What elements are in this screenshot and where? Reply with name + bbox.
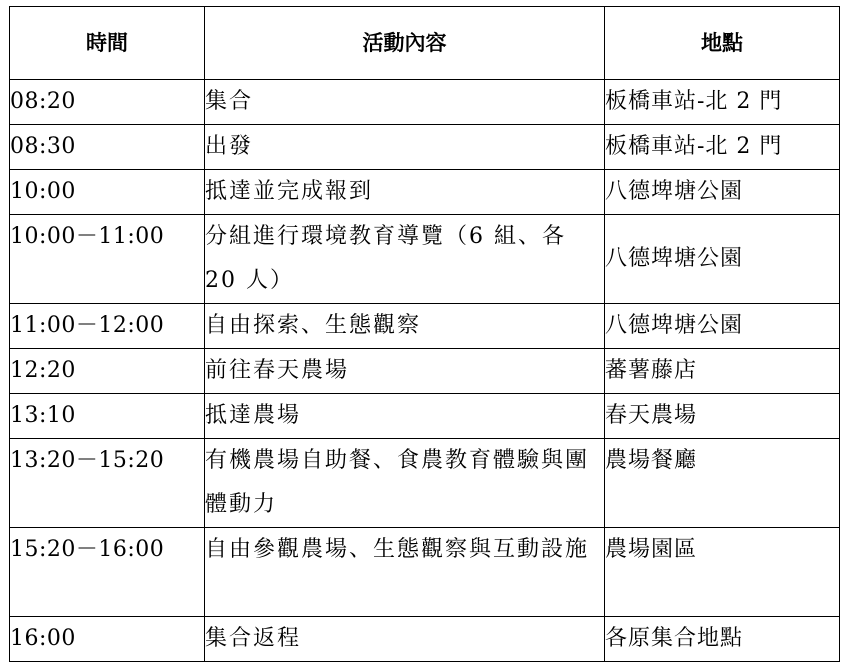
location-cell: 板橋車站-北 2 門 xyxy=(605,80,840,125)
location-cell: 農場餐廳 xyxy=(605,439,840,528)
time-cell: 08:30 xyxy=(10,125,205,170)
activity-cell: 集合 xyxy=(205,80,605,125)
activity-cell: 自由探索、生態觀察 xyxy=(205,304,605,349)
schedule-table xyxy=(9,6,840,662)
table-row xyxy=(10,617,840,662)
location-cell: 蕃薯藤店 xyxy=(605,349,840,394)
time-cell: 13:20－15:20 xyxy=(10,439,205,528)
time-cell: 15:20－16:00 xyxy=(10,528,205,617)
table-row xyxy=(10,125,840,170)
table-row xyxy=(10,215,840,304)
table-row xyxy=(10,304,840,349)
activity-cell: 分組進行環境教育導覽（6 組、各 20 人） xyxy=(205,215,605,304)
table-row xyxy=(10,528,840,617)
header-location: 地點 xyxy=(605,7,840,80)
table-row xyxy=(10,170,840,215)
activity-cell: 有機農場自助餐、食農教育體驗與團體動力 xyxy=(205,439,605,528)
location-cell: 板橋車站-北 2 門 xyxy=(605,125,840,170)
header-row xyxy=(10,7,840,80)
time-cell: 13:10 xyxy=(10,394,205,439)
header-activity: 活動內容 xyxy=(205,7,605,80)
time-cell: 16:00 xyxy=(10,617,205,662)
time-cell: 10:00－11:00 xyxy=(10,215,205,304)
time-cell: 10:00 xyxy=(10,170,205,215)
time-cell: 12:20 xyxy=(10,349,205,394)
activity-cell: 前往春天農場 xyxy=(205,349,605,394)
location-cell: 八德埤塘公園 xyxy=(605,170,840,215)
activity-cell: 自由參觀農場、生態觀察與互動設施 xyxy=(205,528,605,617)
table-row xyxy=(10,394,840,439)
location-cell: 八德埤塘公園 xyxy=(605,215,840,304)
activity-cell: 集合返程 xyxy=(205,617,605,662)
time-cell: 11:00－12:00 xyxy=(10,304,205,349)
location-cell: 春天農場 xyxy=(605,394,840,439)
table-row xyxy=(10,80,840,125)
location-cell: 各原集合地點 xyxy=(605,617,840,662)
activity-cell: 抵達農場 xyxy=(205,394,605,439)
table-row xyxy=(10,349,840,394)
activity-cell: 抵達並完成報到 xyxy=(205,170,605,215)
location-cell: 八德埤塘公園 xyxy=(605,304,840,349)
time-cell: 08:20 xyxy=(10,80,205,125)
activity-cell: 出發 xyxy=(205,125,605,170)
table-row xyxy=(10,439,840,528)
location-cell: 農場園區 xyxy=(605,528,840,617)
header-time: 時間 xyxy=(10,7,205,80)
